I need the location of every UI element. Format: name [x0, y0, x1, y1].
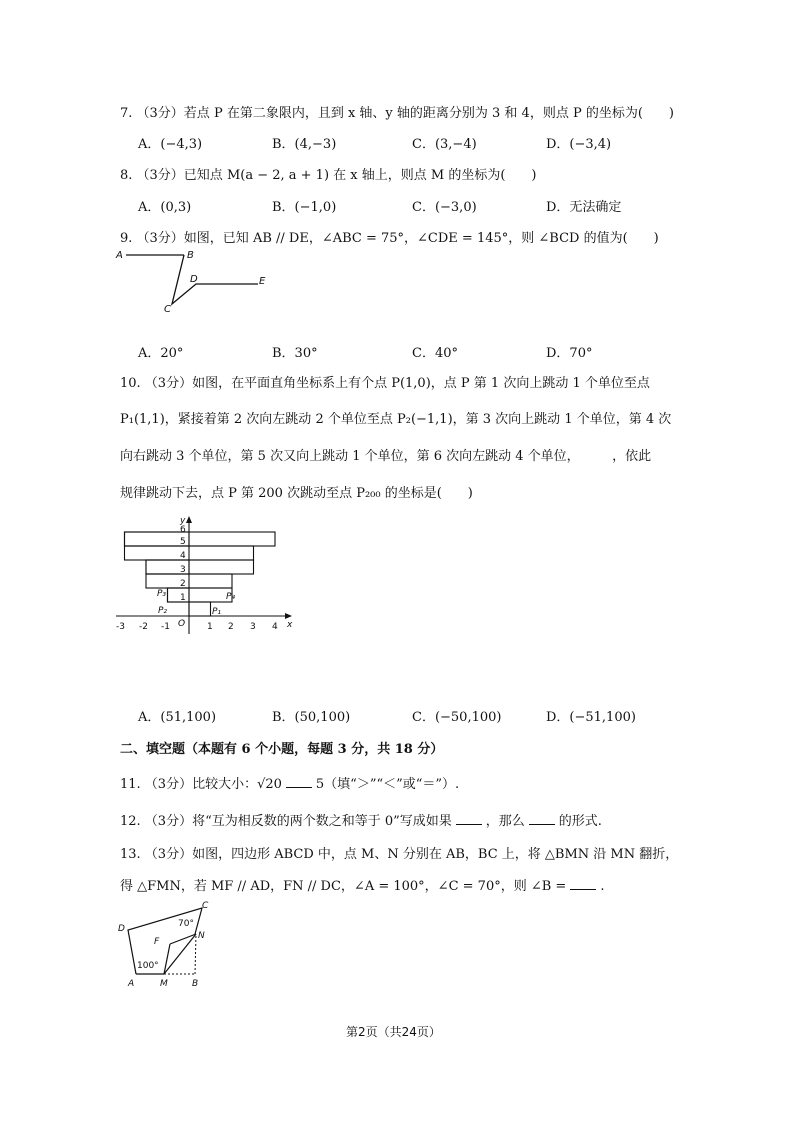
q9-figure — [112, 246, 272, 318]
q10-x-tick-2: 2 — [228, 622, 234, 632]
question-7-text: 7. （3分）若点 P 在第二象限内，且到 x 轴、y 轴的距离分别为 3 和 4，则点 P 的坐标为( ) — [120, 106, 674, 121]
q10-y-tick-2: 2 — [180, 579, 186, 589]
q10-y-axis-label: y — [180, 516, 186, 526]
q11-post-text: 5（填“＞”“＜”或“＝”）. — [315, 777, 460, 792]
q10-x-axis-label: x — [287, 620, 293, 630]
q8-option-d: D．无法确定 — [546, 200, 622, 215]
q10-coordinate-figure — [112, 512, 298, 636]
q10-point-p2: P₂ — [158, 606, 168, 616]
q8-option-b: B．(−1,0) — [272, 200, 337, 215]
q12-blank-if — [456, 812, 482, 825]
q10-y-tick-5: 5 — [180, 537, 186, 547]
q13-line2-end: . — [600, 879, 605, 894]
q13-quadrilateral-figure — [112, 898, 220, 990]
q13-angle-a: 100° — [137, 961, 159, 971]
question-10-line-1: 10. （3分）如图，在平面直角坐标系上有个点 P(1,0)，点 P 第 1 次向上跳动 1 个单位至点 — [120, 376, 650, 391]
question-10-line-3: 向右跳动 3 个单位，第 5 次又向上跳动 1 个单位，第 6 次向左跳动 4 个单位， ，依此 — [120, 449, 652, 464]
q10-y-tick-1: 1 — [180, 593, 186, 603]
q10-x-tick-1: 1 — [207, 622, 213, 632]
q13-label-a: A — [128, 979, 135, 989]
q12-mid-text: ，那么 — [485, 814, 525, 829]
q10-option-c: C．(−50,100) — [412, 710, 502, 725]
q9-option-d: D．70° — [546, 346, 593, 361]
q12-post-text: 的形式. — [558, 814, 602, 829]
q10-option-a: A．(51,100) — [138, 710, 217, 725]
question-8-text: 8. （3分）已知点 M(a − 2, a + 1) 在 x 轴上，则点 M 的坐标为( ) — [120, 168, 537, 183]
q12-blank-then — [529, 812, 555, 825]
q10-x-tick-neg3: -3 — [116, 622, 125, 632]
q10-point-p4: P₄ — [226, 592, 236, 602]
q9-option-a: A．20° — [138, 346, 184, 361]
question-13-line-2 — [120, 875, 604, 894]
q13-label-f: F — [154, 937, 160, 947]
q8-option-c: C．(−3,0) — [412, 200, 477, 215]
q13-label-c: C — [202, 901, 209, 911]
q13-label-d: D — [118, 924, 125, 934]
q10-x-tick-4: 4 — [272, 622, 278, 632]
question-10-line-2: P₁(1,1)，紧接着第 2 次向左跳动 2 个单位至点 P₂(−1,1)，第 3 次向上跳动 1 个单位，第 4 次 — [120, 412, 672, 427]
q13-label-n: N — [198, 931, 205, 941]
q9-label-a: A — [116, 250, 123, 261]
question-13-line-1: 13. （3分）如图，四边形 ABCD 中，点 M、N 分别在 AB，BC 上，将 △BMN 沿 MN 翻折， — [120, 847, 679, 862]
q10-x-tick-3: 3 — [250, 622, 256, 632]
q10-point-p1: P₁ — [212, 607, 222, 617]
q13-answer-blank — [570, 877, 596, 890]
q10-y-tick-3: 3 — [180, 565, 186, 575]
question-11 — [120, 773, 459, 792]
question-10-line-4: 规律跳动下去，点 P 第 200 次跳动至点 P₂₀₀ 的坐标是( ) — [120, 486, 473, 501]
question-12 — [120, 810, 602, 829]
q9-label-b: B — [187, 250, 194, 261]
q10-point-p3: P₃ — [157, 589, 167, 599]
q7-option-c: C．(3,−4) — [412, 137, 477, 152]
page-footer: 第2页（共24页） — [346, 1025, 441, 1039]
question-9-text: 9. （3分）如图，已知 AB // DE，∠ABC = 75°，∠CDE = 145°，则 ∠BCD 的值为( ) — [120, 231, 659, 246]
q10-x-tick-neg2: -2 — [139, 622, 148, 632]
q9-label-d: D — [190, 274, 198, 285]
q10-y-tick-6: 6 — [180, 525, 186, 535]
q7-option-b: B．(4,−3) — [272, 137, 337, 152]
q9-label-e: E — [259, 276, 266, 287]
q13-angle-c: 70° — [178, 919, 194, 929]
q10-origin-label: O — [178, 619, 186, 629]
q7-option-d: D．(−3,4) — [546, 137, 612, 152]
q7-option-a: A．(−4,3) — [138, 137, 203, 152]
q13-label-m: M — [160, 979, 168, 989]
q10-option-b: B．(50,100) — [272, 710, 351, 725]
q9-option-c: C．40° — [412, 346, 458, 361]
q10-option-d: D．(−51,100) — [546, 710, 636, 725]
q10-y-tick-4: 4 — [180, 551, 186, 561]
q10-x-tick-neg1: -1 — [161, 622, 170, 632]
q11-answer-blank — [286, 775, 312, 788]
q13-line2-text: 得 △FMN，若 MF // AD，FN // DC，∠A = 100°，∠C = 70°，则 ∠B = — [120, 879, 567, 894]
q9-label-c: C — [164, 304, 171, 315]
q13-label-b: B — [192, 979, 199, 989]
q11-pre-text: 11. （3分）比较大小：√20 — [120, 777, 282, 792]
section-2-heading: 二、填空题（本题有 6 个小题，每题 3 分，共 18 分） — [120, 742, 444, 757]
q12-pre-text: 12. （3分）将“互为相反数的两个数之和等于 0”写成如果 — [120, 814, 452, 829]
q8-option-a: A．(0,3) — [138, 200, 192, 215]
q9-option-b: B．30° — [272, 346, 318, 361]
